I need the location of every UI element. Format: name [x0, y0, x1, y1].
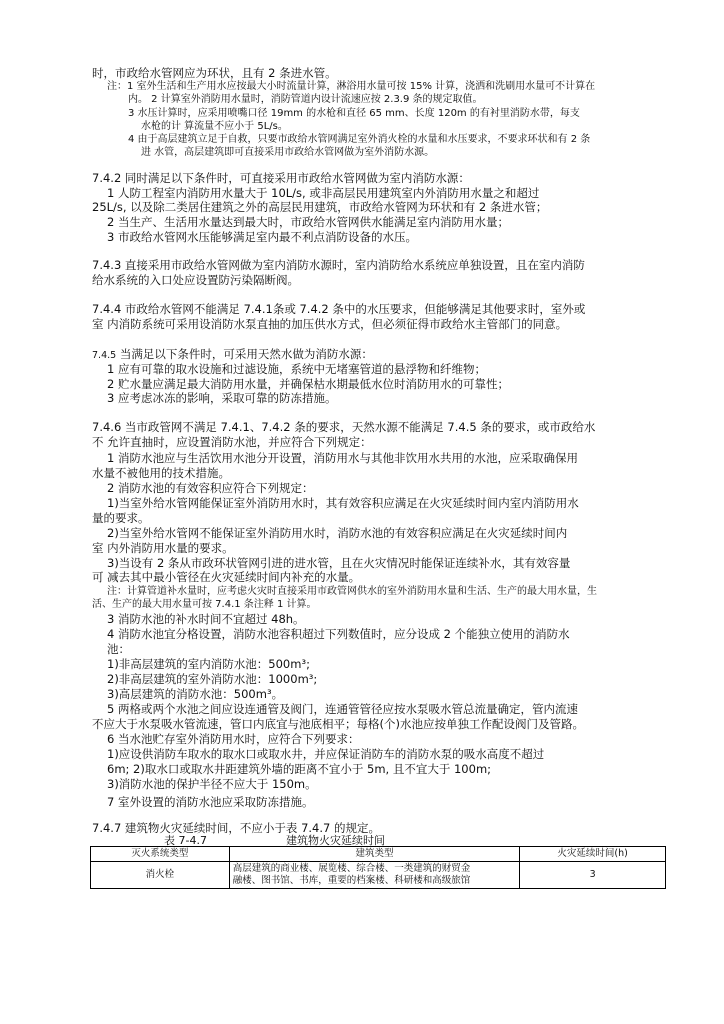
text-line: 3 市政给水管网水压能够满足室内最不利点消防设备的水压。: [107, 230, 417, 244]
note-line: 水枪的计 算流量不应小于 5L/s。: [141, 121, 288, 132]
text-line: 不 允许直抽时，应设置消防水池，并应符合下列规定：: [92, 435, 372, 449]
text-line: 2 贮水量应满足最大消防用水量，并确保枯水期最低水位时消防用水的可靠性；: [107, 377, 509, 391]
text-line: 5 两格或两个水池之间应设连通管及阀门，连通管管径应按水泵吸水管总流量确定，管内流速: [107, 702, 578, 716]
text-line: 1)当室外给水管网能保证室外消防用水时，其有效容积应满足在火灾延续时间内室内消防用水: [107, 496, 579, 510]
note-line: 活、生产的最大用水量可按 7.4.1 条注释 1 计算。: [92, 599, 317, 610]
clause-heading: 7.4.6 当市政管网不满足 7.4.1、7.4.2 条的要求，天然水源不能满足 7.4.5 条的要求，或市政给水: [92, 420, 596, 434]
text-line: 1)非高层建筑的室内消防水池：500m³;: [107, 657, 310, 671]
header-system-type: 灭火系统类型: [91, 847, 230, 862]
table-header-row: [91, 847, 666, 862]
clause-number: 7.4.5: [92, 350, 117, 361]
note-line: 3 水压计算时，应采用喷嘴口径 19mm 的水枪和直径 65 mm、长度 120m 的有衬里消防水带，每支: [128, 108, 580, 119]
text-line: 3 消防水池的补水时间不宜超过 48h。: [107, 612, 305, 626]
clause-heading: [92, 347, 373, 363]
text-line: 4 消防水池宜分格设置，消防水池容积超过下列数值时，应分设成 2 个能独立使用的消防水: [107, 627, 570, 641]
text-line: 室 内消防系统可采用设消防水泵直抽的加压供水方式，但必须征得市政给水主管部门的同意。: [92, 317, 568, 331]
text-line: 水量不被他用的技术措施。: [92, 466, 230, 480]
clause-heading: 7.4.7 建筑物火灾延续时间，不应小于表 7.4.7 的规定。: [92, 821, 380, 835]
cell-hours: 3: [520, 862, 666, 889]
text-line: 3)高层建筑的消防水池：500m³。: [107, 687, 284, 701]
note-line: 进 水管，高层建筑即可直接采用市政给水管网做为室外消防水源。: [141, 147, 435, 158]
table-row: [91, 862, 666, 889]
text-line: 室 内外消防用水量的要求。: [92, 541, 234, 555]
text-line: 不应大于水泵吸水管流速，管口内底宜与池底相平；每格(个)水池应按单独工作配设阀门及管路。: [92, 717, 584, 731]
note-line: 注：1 室外生活和生产用水应按最大小时流量计算，淋浴用水量可按 15% 计算，浇洒和洗刷用水量可不计算在: [107, 81, 596, 92]
text-line: 25L/s, 以及除二类居住建筑之外的高层民用建筑，市政给水管网为环状和有 2 条进水管；: [92, 200, 548, 214]
clause-heading: 7.4.4 市政给水管网不能满足 7.4.1条或 7.4.2 条中的水压要求，但能够满足其他要求时，室外或: [92, 302, 586, 316]
text-line: 3)当设有 2 条从市政环状管网引进的进水管，且在火灾情况时能保证连续补水，其有效容量: [107, 556, 571, 570]
text-line: 量的要求。: [92, 511, 150, 525]
text-line: 1 应有可靠的取水设施和过滤设施，系统中无堵塞管道的悬浮物和纤维物；: [107, 362, 486, 376]
text-line: 2)非高层建筑的室外消防水池：1000m³;: [107, 672, 318, 686]
text-line: 3)消防水池的保护半径不应大于 150m。: [107, 777, 317, 791]
text-line: 7 室外设置的消防水池应采取防冻措施。: [107, 795, 314, 809]
text-line: 2)当室外给水管网不能保证室外消防用水时，消防水池的有效容积应满足在火灾延续时间内: [107, 526, 568, 540]
note-line: 注：计算管道补水量时，应考虑火灾时直接采用市政管网供水的室外消防用水量和生活、生产的最大用水量，生: [107, 586, 597, 597]
clause-heading: 7.4.3 直接采用市政给水管网做为室内消防水源时，室内消防给水系统应单独设置，且在室内消防: [92, 258, 585, 272]
cell-building-line: 融楼、图书馆、书库，重要的档案楼、科研楼和高级旅馆: [232, 875, 471, 886]
cell-building-line: 高层建筑的商业楼、展览楼、综合楼、一类建筑的财贸金: [232, 863, 471, 874]
cell-building: [229, 862, 519, 889]
header-duration: 火灾延续时间(h): [520, 847, 666, 862]
text-line: 2 当生产、生活用水量达到最大时，市政给水管网供水能满足室内消防用水量；: [107, 215, 509, 229]
text-line: 时，市政给水管网应为环状，且有 2 条进水管。: [92, 66, 337, 80]
text-line: 6m; 2)取水口或取水井距建筑外墙的距离不宜小于 5m, 且不宜大于 100m;: [107, 762, 492, 776]
note-line: 4 由于高层建筑立足于自救，只要市政给水管网满足室外消火栓的水量和水压要求，不要求环状和有 2 条: [128, 134, 591, 145]
fire-duration-table: [90, 846, 666, 889]
clause-text: 当满足以下条件时，可采用天然水做为消防水源：: [116, 347, 373, 361]
text-line: 6 当水池贮存室外消防用水时，应符合下列要求：: [107, 732, 360, 746]
header-building-type: 建筑类型: [229, 847, 519, 862]
text-line: 池：: [107, 642, 130, 656]
table-number: 表 7-4.7: [164, 834, 207, 847]
note-line: 内。 2 计算室外消防用水量时，消防管道内设计流速应按 2.3.9 条的规定取值。: [128, 94, 483, 105]
text-line: 1)应设供消防车取水的取水口或取水井，并应保证消防车的消防水泵的吸水高度不超过: [107, 747, 545, 761]
text-line: 可 减去其中最小管径在火灾延续时间内补充的水量。: [92, 570, 361, 584]
text-line: 2 消防水池的有效容积应符合下列规定：: [107, 481, 314, 495]
text-line: 1 人防工程室内消防用水量大于 10L/s, 或非高层民用建筑室内外消防用水量之和超过: [107, 186, 540, 200]
clause-heading: 7.4.2 同时满足以下条件时，可直接采用市政给水管网做为室内消防水源：: [92, 171, 470, 185]
cell-system: 消火栓: [91, 862, 230, 889]
table-title: 建筑物火灾延续时间: [286, 834, 385, 847]
text-line: 3 应考虑冰冻的影响，采取可靠的防冻措施。: [107, 391, 337, 405]
text-line: 1 消防水池应与生活饮用水池分开设置，消防用水与其他非饮用水共用的水池，应采取确保用: [107, 451, 578, 465]
text-line: 给水系统的入口处应设置防污染隔断阀。: [92, 273, 299, 287]
